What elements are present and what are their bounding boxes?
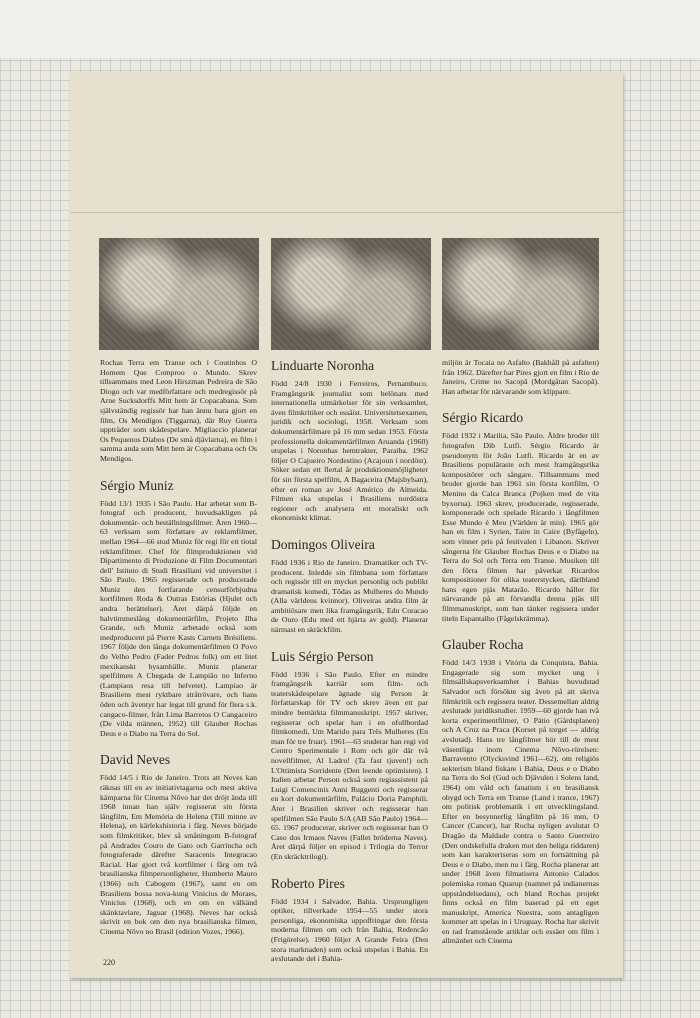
film-still-3: [442, 238, 599, 350]
section-heading: Linduarte Noronha: [271, 358, 375, 373]
section-heading: Roberto Pires: [271, 875, 345, 891]
body-paragraph: Rochas Terra em Transe och i Coutinhos O Homem Que Comprou o Mundo. Skrev tillsammans med Leon Hirszman Pedreira de São Diogo och var medförfattare och medregissör på Arne Sucksdorffs Mitt hem är Copacabana. Som självständig regissör har han ännu bara gjort en film, Os Mendigos (Tiggarna), där Ruy Guerra uppträder som skådespelare. Migliaccio planerar Os Pequenos Diabos (De små djävlarna), en film i samma anda som Mitt hem är Copacabana och Os Mendigos.: [100, 358, 257, 463]
film-still-2: [271, 238, 431, 350]
body-paragraph: Född 24/8 1930 i Ferreiros, Pernambuco. Framgångsrik journalist som belönats med internationella utmärkelser för sin verksamhet, även filmkritiker och essäist. Universitetsexamen, juridik och sociologi, 1958. Verksam som dokumentärfilmare på 16 mm sedan 1953. Första professionella dokumentärfilmen Aruanda (1960) utspelas i Noronhas hemtrakter, Paraiba. 1962 följer O Cajueiro Nordestino (Acajoun i nordöst). Söker sedan ett flertal år produktionsmöjligheter för sin första spelfilm, A Bagaceira (Majsbylsan), efter en roman av José Américo de Almeida. Filmen ska utspelas i Brasiliens nordöstra regioner och analysera ett moraliskt och ekonomiskt klimat.: [271, 379, 428, 523]
section-heading: Sérgio Muniz: [100, 477, 174, 493]
background-top-band: [0, 0, 700, 58]
text-column-3: [442, 358, 599, 970]
body-paragraph: Född 1934 i Salvador, Bahia. Ursprungligen optiker, tillverkade 1954—55 under stora personliga, ekonomiska uppoffringar den första moderna filmen om och från Bahia, Redencão (Frigörelse). 1960 följer A Grande Feira (Den stora marknaden) som också utspelas i Bahia. En avslutande del i Bahia-: [271, 896, 428, 964]
text-column-1: [100, 358, 257, 970]
body-paragraph: Född 1932 i Marilia, São Paulo. Äldre broder till fotografen Dib Lutfi. Sérgio Ricardo är pseudonym för João Lutfi. Ricardo är en av Brasiliens populäraste och mest framgångsrika kompositörer och sångare. Tillsammans med broder gjorde han 1961 sin första kortfilm, O Menino da Calca Branca (Pojken med de vita byxorna). 1963 skrev, producerade, regisserade, komponerade och spelade Ricardo i långfilmen Esse Mundo é Meu (Världen är min). 1965 gör han en film i Syrien, Taire in Caire (Byfågeln), som vinner pris på festivalen i Libanon. Skriver sångerna för Glauber Rochas Deus e o Diabo na Terra do Sol och Terra em Transe. Musiken till den förra filmen har påverkat Ricardos kompositioner för olika teaterstycken, däribland hans egen pjäs Matarão. Ricardo håller för närvarande på att förvandla denna pjäs till filmmanuskript, som han tänker regissera under titeln Espantalho (Fågelskrämma).: [442, 431, 599, 623]
body-paragraph: Född 14/5 i Rio de Janeiro. Trots att Neves kan räknas till en av initiativtagarna och mest aktiva kämparna för Cinema Nôvo har det dröjt ända till 1968 innan han själv regisserat sin första långfilm, Em Memória de Helena (Till minne av Helena), en kärlekshistoria i färg. Neves började som filmkritiker, blev så småningom B-fotograf på Andrades Couro de Gato och Garrincha och fotograferade därefter Saracenis Integracao Racial. Har gjort två kortfilmer i färg om två brasilianska filmpersonligheter, Humberto Mauro (1966) och Cabogem (1967), samt en om Brasiliens bossa nova-kung Vinicius de Moraes, Vinicius (1968), och en om en välkänd skänktavlare, Jaguar (1968). Neves har också skrivit en bok om den nya brasilianska filmen, Cinema Nôvo no Brasil (edition Vozes, 1966).: [100, 773, 257, 936]
film-still-1: [99, 238, 259, 350]
section-heading: Glauber Rocha: [442, 637, 524, 653]
printed-page: [70, 72, 623, 978]
body-paragraph: Född 13/1 1935 i São Paulo. Har arbetat som B-fotograf och producent, huvudsakligen på dokumentär- och beställningsfilmer. Åren 1960—63 verksam som författare av reklamfilmer, mellan 1964—66 stud Muniz för regi för ett tiotal reklamfilmer. Chef för filmproduktionen vid Dipartimento di Produzione di Film Documentari dell' Istituto di Studi Brasiliani vid universitet i São Paulo. 1965 regisserade och producerade Muniz den fortfarande censurförbjudna kortfilmen Roda & Outras Estórias (Hjulet och andra berättelser). Året därpå följde en halvtimmeslång dokumentärfilm, Projeto Ilha Grande, och Muniz arbetade också som medproducent på Pierre Kasts Carnets Brésiliens. 1967 följde den långa dokumentärfilmen O Povo do Velho Pedro (Fader Pedros folk) om ett litet mexikanskt bysamhälle. Muniz planerar spelfilmen A Chegada de Lampião no Inferno (Lampiaos resa till helvetet). Lampiao är Brasiliens mest ryktbare stråtrövare, och hans öden och äventyr har legat till grund för flera s.k. cangaco-filmer, från Lima Barretos O Cangaceiro (De vilda männen, 1952) till Glauber Rochas Deus e o Diabo na Terra do Sol.: [100, 498, 257, 738]
section-heading: Luis Sérgio Person: [271, 648, 374, 664]
body-paragraph: Född 14/3 1938 i Vitória da Conquista, Bahia. Engagerade sig som mycket ung i filmsällskapsverksamhet i Bahias huvudstad Salvador och försökte sig även på att skriva filmkritik och regissera teater. Dessemellan aldrig avslutade juridikstudier. 1959—60 gjorde han två korta experimentfilmer, O Pátio (Gårdsplanen) och A Cruz na Praca (Korset på torget — aldrig avslutad). Hans tre långfilmer hör till de mest väsentliga inom Cinema Nôvo-rörelsen: Barravento (Olycksvind 1961—62), om religiös sekterism bland fiskare i Bahia, Deus e o Diabo na Terra do Sol (Gud och Djävulen i Solens land, 1964) om våld och fanatism i en brasiliansk obygd och Terra em Transe (Land i trance, 1967) om politisk problematik i ett utvecklingsland. Efter en besynnerlig långfilm på 16 mm, O Cancer (Cancer), har Rocha nyligen avslutat O Dragão da Maldade contra o Santo Guerreiro (Den ondskefulla draken mot den heliga riddaren) som kan karakteriseras som en fortsättning på Deus e o Diabo, men nu i färg. Rocha planerar att under 1968 även filmatisera Antonio Calados polemiska roman Quarup (namnet på indianernas uppståndelsedans), och bland Rochas projekt finns också en film baserad på ett eget manuskript, America Nuestra, som antagligen kommer att spelas in i Uruguay. Rocha har skrivit en rad framstående artiklar och essäer om film i allmänhet och Cinema: [442, 658, 599, 946]
text-column-2: [271, 358, 428, 970]
body-paragraph: Född 1936 i Rio de Janeiro. Dramatiker och TV-producent. Inledde sin filmbana som författare och regissör till en mycket personlig och publikt dramatisk komedi, Tôdas as Mulheres do Mundo (Alla världens kvinnor). Oliveiras andra film är ambitiösare men lika framgångsrik, Edu Coracao de Ouro (Edu med ett hjärta av guld). Planerar närmast en skräckfilm.: [271, 557, 428, 635]
page-number: 220: [103, 958, 115, 967]
section-heading: Domingos Oliveira: [271, 536, 375, 552]
page-fold-line: [70, 212, 623, 213]
section-heading: Sérgio Ricardo: [442, 410, 524, 426]
section-heading: David Neves: [100, 752, 171, 768]
body-paragraph: Född 1936 i São Paulo. Efter en mindre framgångsrik karriär som film- och teaterskådespelare ägnade sig Person åt författarskap för TV och skrev även ett par mindre bemärkta filmmanuskript. 1957 skriver, regisserar och spelar han i en ofullbordad filmkomedi, Um Marido para Três Mulheres (En man för tre fruar). 1961—63 studerar han regi vid Centro Sperimentale i Rom och gör där två novellfilmer, Al Ladro! (Ta fast tjuven!) och L'Ottimista Sorridente (Den leende optimisten). I Italien arbetar Person också som regiassistent på Luigi Comencinis Anni Ruggenti och regisserar en kort dokumentärfilm, Palácio Doria Pamphili. Åter i Brasilien skriver och regisserar han spelfilmen São Paulo S/A (AB São Paulo) 1964—65. 1967 producerar, skriver och regisserar han O Caso dos Irmaos Naves (Fallet bröderna Naves). Året därpå följer en episod i Trilogia do Terror (En skräcktrilogi).: [271, 669, 428, 861]
body-paragraph: miljön är Tocaia no Asfalto (Bakhåll på asfalten) från 1962. Därefter har Pires gjort en film i Rio de Janeiro, Crime no Sacopã (Mordgåtan Sacopã). Han arbetar för närvarande som klippare.: [442, 358, 599, 396]
